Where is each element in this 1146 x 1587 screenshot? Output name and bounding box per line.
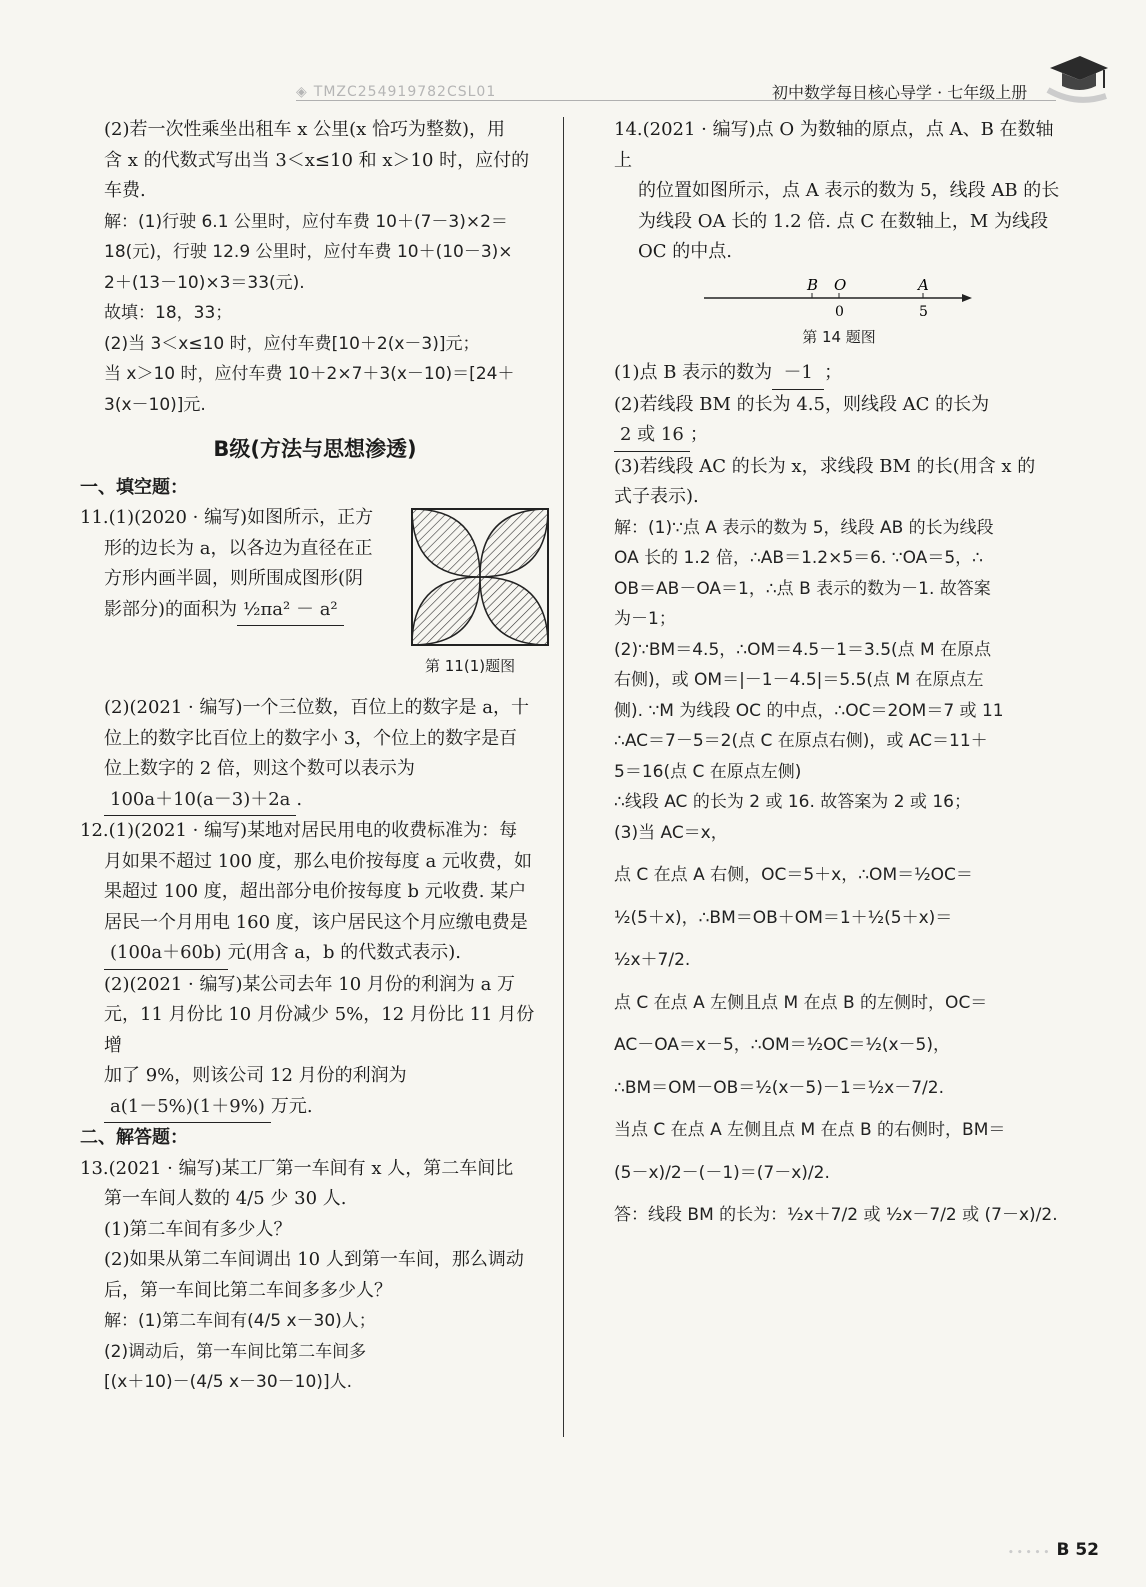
solution-text: 故填：18，33； [104, 303, 233, 323]
question-text: 13.(2021 · 编写)某工厂第一车间有 x 人，第二车间比 [80, 1157, 514, 1179]
point-o-label: O [834, 275, 847, 294]
question-text: (1)第二车间有多少人？ [104, 1218, 292, 1240]
question-text: 12.(1)(2021 · 编写)某地对居民用电的收费标准为：每 [80, 820, 518, 841]
question-text: 11.(1)(2020 · 编写)如图所示，正方 [80, 507, 374, 528]
question-text: 后，第一车间比第二车间多多少人？ [104, 1279, 392, 1301]
question-text: 位上数字的 2 倍，则这个数可以表示为 [104, 758, 415, 779]
solution-text: ∴BM＝OM－OB＝½(x－5)－1＝½x－7/2. [614, 1077, 944, 1098]
solution-text: ½x＋7/2. [614, 950, 691, 970]
question-text: 第一车间人数的 4/5 少 30 人. [104, 1188, 347, 1209]
solution-text: (5－x)/2－(－1)＝(7－x)/2. [614, 1162, 830, 1183]
question-text: OC 的中点. [638, 241, 732, 262]
question-text: 形的边长为 a，以各边为直径在正 [104, 537, 373, 559]
graduation-cap-icon [1046, 46, 1110, 110]
solution-text: 右侧)，或 OM＝|－1－4.5|＝5.5(点 M 在原点左 [614, 670, 984, 690]
question-text: 14.(2021 · 编写)点 O 为数轴的原点，点 A、B 在数轴上 [614, 119, 1054, 171]
part-heading: 二、解答题： [80, 1127, 188, 1148]
point-a-label: A [918, 275, 929, 294]
solution-text: 解：(1)∵点 A 表示的数为 5，线段 AB 的长为线段 [614, 517, 994, 538]
answer-blank: a(1－5%)(1＋9%) [104, 1092, 271, 1124]
solution-text: (3)当 AC＝x， [614, 822, 728, 843]
solution-text: 点 C 在点 A 左侧且点 M 在点 B 的左侧时，OC＝ [614, 992, 988, 1013]
solution-text: 3(x－10)]元. [104, 394, 206, 415]
question-text: (2)若线段 BM 的长为 4.5，则线段 AC 的长为 [614, 393, 990, 415]
answer-blank: 100a＋10(a－3)＋2a [104, 785, 296, 817]
page-number: • • • B 52 [1008, 1540, 1099, 1560]
solution-text: 点 C 在点 A 右侧，OC＝5＋x，∴OM＝½OC＝ [614, 865, 973, 885]
question-text: 方形内画半圆，则所围成图形(阴 [104, 568, 364, 589]
part-heading: 一、填空题： [80, 476, 188, 498]
question-text: 月如果不超过 100 度，那么电价按每度 a 元收费，如 [104, 850, 532, 872]
solution-text: (2)调动后，第一车间比第二车间多 [104, 1341, 367, 1362]
solution-text: (2)当 3＜x≤10 时，应付车费[10＋2(x－3)]元； [104, 333, 480, 354]
question-text: 为线段 OA 长的 1.2 倍. 点 C 在数轴上，M 为线段 [638, 210, 1049, 232]
question-11 [80, 503, 550, 693]
point-b-label: B [807, 275, 819, 294]
figure-caption: 第 14 题图 [802, 327, 876, 346]
figure-caption: 第 11(1)题图 [425, 657, 516, 675]
answer-blank: (100a＋60b) [104, 938, 228, 970]
solution-text: (2)∵BM＝4.5，∴OM＝4.5－1＝3.5(点 M 在原点 [614, 639, 992, 660]
solution-text: 当 x＞10 时，应付车费 10＋2×7＋3(x－10)＝[24＋ [104, 364, 515, 384]
question-text: 位上的数字比百位上的数字小 3，个位上的数字是百 [104, 727, 518, 749]
answer-blank: －1 [772, 358, 824, 390]
question-text: 式子表示). [614, 486, 699, 507]
question-text: (2)(2021 · 编写)一个三位数，百位上的数字是 a，十 [104, 697, 529, 718]
question-text: 加了 9%，则该公司 12 月份的利润为 [104, 1065, 407, 1086]
solution-text: 为－1； [614, 609, 676, 629]
solution-text: 5＝16(点 C 在原点左侧) [614, 761, 802, 782]
question-text: 居民一个月用电 160 度，该户居民这个月应缴电费是 [104, 911, 528, 933]
series-title: 初中数学每日核心导学 · 七年级上册 [772, 83, 1028, 102]
solution-text: OB＝AB－OA＝1，∴点 B 表示的数为－1. 故答案 [614, 578, 991, 599]
section-title: B级(方法与思想渗透) [213, 437, 417, 461]
question-text: 元(用含 a，b 的代数式表示). [227, 942, 462, 963]
right-column: 14.(2021 · 编写)点 O 为数轴的原点，点 A、B 在数轴上 的位置如图所示，点 A 表示的数为 5，线段 AB 的长 为线段 OA 长的 1.2 倍. 点 C 在数轴上，M 为线段 OC 的中点. B O A 0 5 第 14 题图 (1)点 B 表示的数为 －1 ； (2)若线段 BM 的长为 4.5，则线段 AC 的长为2 或 16 ； (3)若线段 AC 的长为 x，求线段 BM 的长(用含 x 的 式子表示). 解：(1)∵点 A 表示的数为 5，线段 AB 的长为线段 OA 长的 1.2 倍，∴AB＝1.2×5＝6. ∵OA＝5，∴ OB＝AB－OA＝1，∴点 B 表示的数为－1. 故答案 为－1； (2)∵BM＝4.5，∴OM＝4.5－1＝3.5(点 M 在原点 右侧)，或 OM＝|－1－4.5|＝5.5(点 M 在原点左 侧). ∵M 为线段 OC 的中点，∴OC＝2OM＝7 或 11 ∴AC＝7－5＝2(点 C 在原点右侧)，或 AC＝11＋ 5＝16(点 C 在原点左侧) ∴线段 AC 的长为 2 或 16. 故答案为 2 或 16； (3)当 AC＝x， 点 C 在点 A 右侧，OC＝5＋x，∴OM＝½OC＝ ½(5＋x)，∴BM＝OB＋OM＝1＋½(5＋x)＝ ½x＋7/2. 点 C 在点 A 左侧且点 M 在点 B 的左侧时，OC＝ AC－OA＝x－5，∴OM＝½OC＝½(x－5)， ∴BM＝OM－OB＝½(x－5)－1＝½x－7/2. 当点 C 在点 A 左侧且点 M 在点 B 的右侧时，BM＝ (5－x)/2－(－1)＝(7－x)/2. 答：线段 BM 的长为：½x＋7/2 或 ½x－7/2 或 (7－x)/2. [614, 115, 1064, 1231]
solution-text: 解：(1)行驶 6.1 公里时，应付车费 10＋(7－3)×2＝ [104, 211, 508, 232]
question-text: 万元. [270, 1095, 313, 1117]
document-code: ◈ TMZC254919782CSL01 [296, 84, 496, 100]
arrow-right-icon [962, 294, 972, 302]
question-text: 含 x 的代数式写出当 3＜x≤10 和 x＞10 时，应付的 [104, 149, 530, 171]
left-column: (2)若一次性乘坐出租车 x 公里(x 恰巧为整数)，用 含 x 的代数式写出当 3＜x≤10 和 x＞10 时，应付的 车费. 解：(1)行驶 6.1 公里时，应付车费 10＋(7－3)×2＝ 18(元)，行驶 12.9 公里时，应付车费 10＋(10－3)× 2＋(13－10)×3＝33(元). 故填：18，33； (2)当 3＜x≤10 时，应付车费[10＋2(x－3)]元； 当 x＞10 时，应付车费 10＋2×7＋3(x－10)＝[24＋ 3(x－10)]元. B级(方法与思想渗透) 一、填空题： 11.(1)(2020 · 编写)如图所示，正方 形的边长为 a，以各边为直径在正 方形内画半圆，则所围成图形(阴 影部分)的面积为 ½πa² － a² 第 11(1)题图 (2)(2021 · 编写)一个三位数，百位上的数字是 a，十 位上的数字比百位上的数字小 3，个位上的数字是百 位上数字的 2 倍，则这个数可以表示为100a＋10(a－3)＋2a . 12.(1)(2021 · 编写)某地对居民用电的收费标准为：每 月如果不超过 100 度，那么电价按每度 a 元收费，如 果超过 100 度，超出部分电价按每度 b 元收费. 某户 居民一个月用电 160 度，该户居民这个月应缴电费是 (100a＋60b) 元(用含 a，b 的代数式表示). (2)(2021 · 编写)某公司去年 10 月份的利润为 a 万 元，11 月份比 10 月份减少 5%，12 月份比 11 月份增 加了 9%，则该公司 12 月份的利润为a(1－5%)(1＋9%) 万元. 二、解答题： 13.(2021 · 编写)某工厂第一车间有 x 人，第二车间比 第一车间人数的 4/5 少 30 人. (1)第二车间有多少人？ (2)如果从第二车间调出 10 人到第一车间，那么调动 后，第一车间比第二车间多多少人？ 解：(1)第二车间有(4/5 x－30)人； (2)调动后，第一车间比第二车间多 [(x＋10)－(4/5 x－30－10)]人. [80, 115, 550, 1398]
solution-text: ∴线段 AC 的长为 2 或 16. 故答案为 2 或 16； [614, 792, 971, 812]
solution-text: 侧). ∵M 为线段 OC 的中点，∴OC＝2OM＝7 或 11 [614, 700, 1004, 721]
figure-11-square-petals [410, 507, 550, 647]
question-text: 果超过 100 度，超出部分电价按每度 b 元收费. 某户 [104, 881, 527, 902]
question-text: 车费. [104, 180, 146, 201]
tick-label-5: 5 [919, 303, 928, 320]
solution-text: AC－OA＝x－5，∴OM＝½OC＝½(x－5)， [614, 1035, 950, 1055]
solution-text: ½(5＋x)，∴BM＝OB＋OM＝1＋½(5＋x)＝ [614, 907, 953, 928]
question-text: (3)若线段 AC 的长为 x，求线段 BM 的长(用含 x 的 [614, 455, 1036, 477]
solution-text: [(x＋10)－(4/5 x－30－10)]人. [104, 1372, 352, 1392]
tick-label-0: 0 [835, 303, 844, 320]
solution-text: OA 长的 1.2 倍，∴AB＝1.2×5＝6. ∵OA＝5，∴ [614, 548, 983, 568]
column-divider [563, 117, 564, 1437]
number-line-figure [694, 276, 974, 322]
question-text: (2)若一次性乘坐出租车 x 公里(x 恰巧为整数)，用 [104, 119, 506, 140]
answer-blank: 2 或 16 [614, 420, 690, 452]
solution-text: 2＋(13－10)×3＝33(元). [104, 272, 305, 293]
solution-text: 答：线段 BM 的长为：½x＋7/2 或 ½x－7/2 或 (7－x)/2. [614, 1205, 1058, 1225]
question-text: 影部分)的面积为 [104, 598, 238, 620]
answer-blank: ½πa² － a² [237, 595, 344, 627]
solution-text: ∴AC＝7－5＝2(点 C 在原点右侧)，或 AC＝11＋ [614, 731, 988, 751]
question-text: 元，11 月份比 10 月份减少 5%，12 月份比 11 月份增 [104, 1004, 535, 1056]
question-text: (2)(2021 · 编写)某公司去年 10 月份的利润为 a 万 [104, 973, 516, 995]
solution-text: 18(元)，行驶 12.9 公里时，应付车费 10＋(10－3)× [104, 242, 513, 262]
question-text: (2)如果从第二车间调出 10 人到第一车间，那么调动 [104, 1249, 524, 1270]
solution-text: 解：(1)第二车间有(4/5 x－30)人； [104, 1311, 376, 1331]
question-text: 的位置如图所示，点 A 表示的数为 5，线段 AB 的长 [638, 180, 1060, 201]
solution-text: 当点 C 在点 A 左侧且点 M 在点 B 的右侧时，BM＝ [614, 1120, 1006, 1140]
question-text: (1)点 B 表示的数为 [614, 362, 773, 383]
